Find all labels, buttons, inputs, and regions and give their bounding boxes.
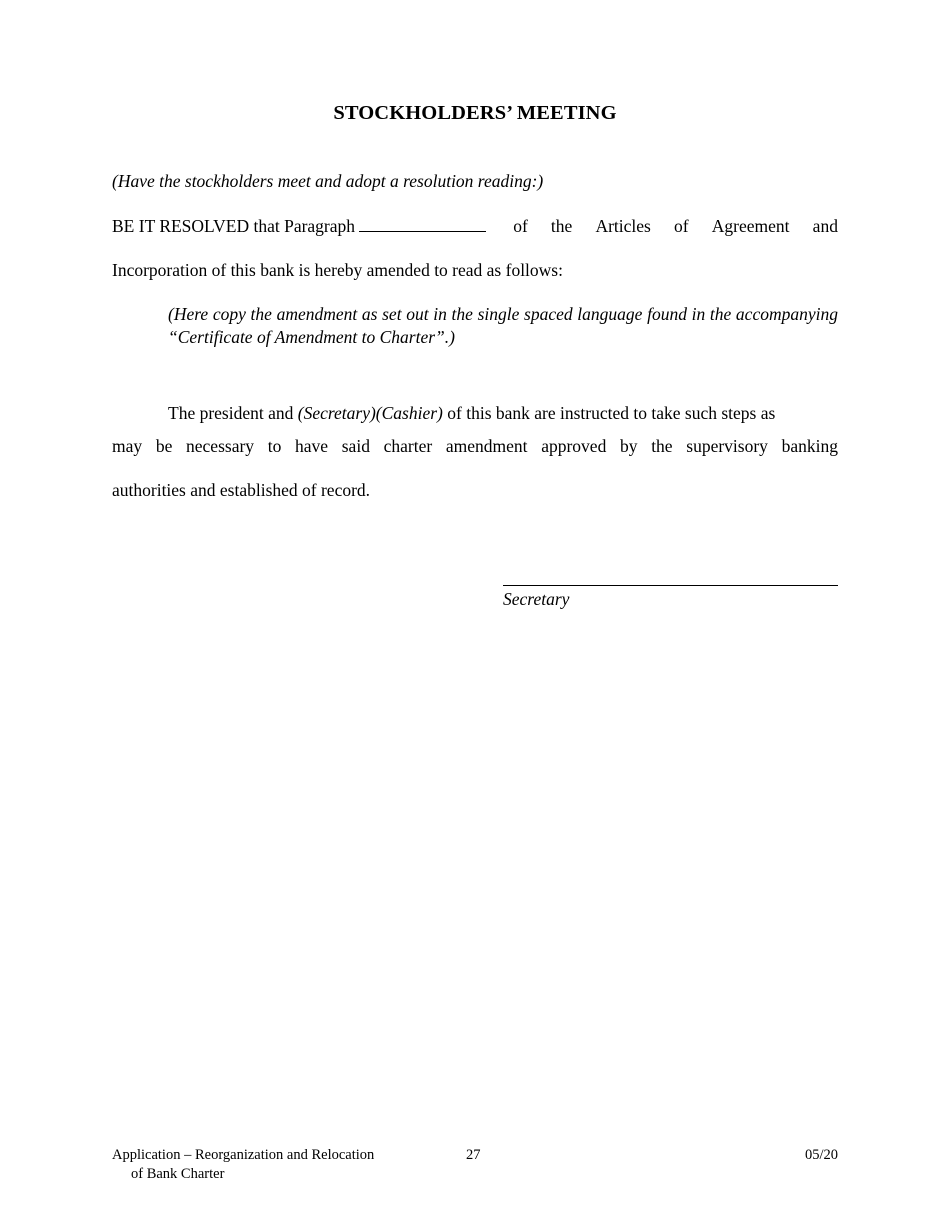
amendment-note: (Here copy the amendment as set out in the single spaced language found in the accompanying “Certificate of Amendment to Charter”.) (168, 304, 838, 347)
instruction-line-2: may be necessary to have said charter amendment approved by the supervisory banking (112, 436, 838, 456)
footer-document-name (112, 1146, 374, 1184)
page-title: STOCKHOLDERS’ MEETING (333, 102, 617, 124)
resolution-word (112, 215, 490, 237)
page-number: 27 (466, 1147, 481, 1163)
resolution-lead-text: BE IT RESOLVED that Paragraph (112, 216, 356, 236)
instruction-roles: (Secretary)(Cashier) (297, 403, 443, 423)
resolution-word: of (513, 216, 528, 236)
instruction-line-1 (112, 391, 838, 435)
paragraph-number-blank (359, 217, 486, 232)
instruction-note: (Have the stockholders meet and adopt a resolution reading:) (112, 171, 544, 191)
footer-line-1: Application – Reorganization and Relocation (112, 1147, 375, 1163)
instruction-line-3: authorities and established of record. (112, 480, 371, 500)
footer-line-2: of Bank Charter (131, 1166, 225, 1182)
resolution-word: and (812, 216, 838, 236)
resolution-line-1 (112, 215, 838, 259)
resolution-word: Agreement (711, 216, 790, 236)
resolution-line-2: Incorporation of this bank is hereby amended to read as follows: (112, 260, 563, 280)
revision-date: 05/20 (804, 1147, 838, 1163)
instruction-lead: The president and (168, 403, 298, 423)
instruction-paragraph (112, 391, 838, 435)
resolution-word: of (674, 216, 689, 236)
instruction-rest: of this bank are instructed to take such steps as (442, 403, 776, 423)
signature-label: Secretary (503, 589, 570, 609)
resolution-word: the (550, 216, 573, 236)
signature-line (503, 585, 838, 586)
resolution-word: Articles (595, 216, 651, 236)
resolution-paragraph (112, 215, 838, 280)
